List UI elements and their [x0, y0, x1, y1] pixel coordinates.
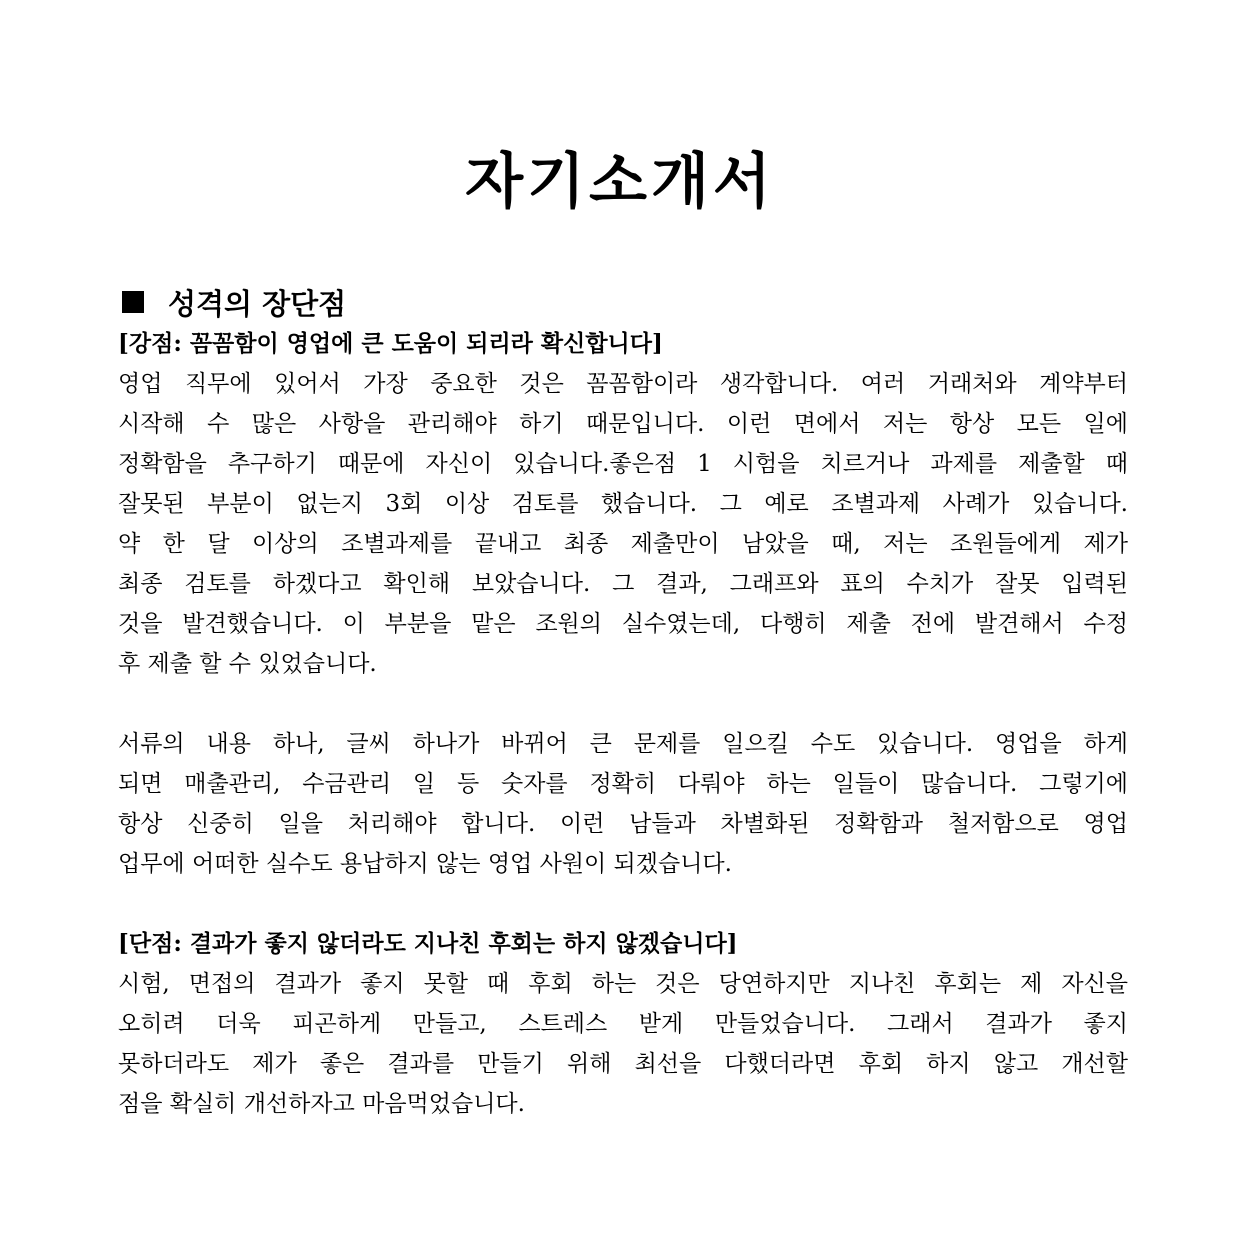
text-line: 서류의 내용 하나, 글씨 하나가 바뀌어 큰 문제를 일으킬 수도 있습니다. 영업을 하게	[118, 731, 1128, 757]
weakness-paragraph-1	[118, 964, 1128, 1124]
text-line: 영업 직무에 있어서 가장 중요한 것은 꼼꼼함이라 생각합니다. 여러 거래처와 계약부터	[118, 371, 1128, 397]
text-line: 되면 매출관리, 수금관리 일 등 숫자를 정확히 다뤄야 하는 일들이 많습니다. 그렇기에	[118, 771, 1128, 797]
text-line: 최종 검토를 하겠다고 확인해 보았습니다. 그 결과, 그래프와 표의 수치가 잘못 입력된	[118, 571, 1128, 597]
text-line: 오히려 더욱 피곤하게 만들고, 스트레스 받게 만들었습니다. 그래서 결과가 좋지	[118, 1011, 1128, 1037]
black-square-bullet-icon	[122, 291, 144, 313]
text-line: 시험, 면접의 결과가 좋지 못할 때 후회 하는 것은 당연하지만 지나친 후회는 제 자신을	[118, 971, 1128, 997]
strength-paragraph-1	[118, 364, 1128, 684]
section-heading-text: 성격의 장단점	[168, 286, 347, 321]
paragraph-spacer	[118, 884, 1128, 924]
text-line: 정확함을 추구하기 때문에 자신이 있습니다.좋은점 1 시험을 치르거나 과제를 제출할 때	[118, 451, 1128, 477]
text-line: 약 한 달 이상의 조별과제를 끝내고 최종 제출만이 남았을 때, 저는 조원들에게 제가	[118, 531, 1128, 557]
text-line: 잘못된 부분이 없는지 3회 이상 검토를 했습니다. 그 예로 조별과제 사례가 있습니다.	[118, 491, 1128, 517]
text-line: 것을 발견했습니다. 이 부분을 맡은 조원의 실수였는데, 다행히 제출 전에 발견해서 수정	[118, 611, 1128, 637]
document-body	[118, 280, 1128, 1124]
text-line: 업무에 어떠한 실수도 용납하지 않는 영업 사원이 되겠습니다.	[118, 851, 732, 877]
text-line: 못하더라도 제가 좋은 결과를 만들기 위해 최선을 다했더라면 후회 하지 않고 개선할	[118, 1051, 1128, 1077]
strength-heading: [강점: 꼼꼼함이 영업에 큰 도움이 되리라 확신합니다]	[118, 330, 663, 357]
text-line: 점을 확실히 개선하자고 마음먹었습니다.	[118, 1091, 525, 1117]
document-title: 자기소개서	[465, 147, 775, 217]
text-line: 후 제출 할 수 있었습니다.	[118, 651, 377, 677]
strength-paragraph-2	[118, 724, 1128, 884]
section-heading	[118, 280, 1128, 324]
paragraph-spacer	[118, 684, 1128, 724]
weakness-heading: [단점: 결과가 좋지 않더라도 지나친 후회는 하지 않겠습니다]	[118, 930, 738, 957]
text-line: 항상 신중히 일을 처리해야 합니다. 이런 남들과 차별화된 정확함과 철저함으로 영업	[118, 811, 1128, 837]
text-line: 시작해 수 많은 사항을 관리해야 하기 때문입니다. 이런 면에서 저는 항상 모든 일에	[118, 411, 1128, 437]
